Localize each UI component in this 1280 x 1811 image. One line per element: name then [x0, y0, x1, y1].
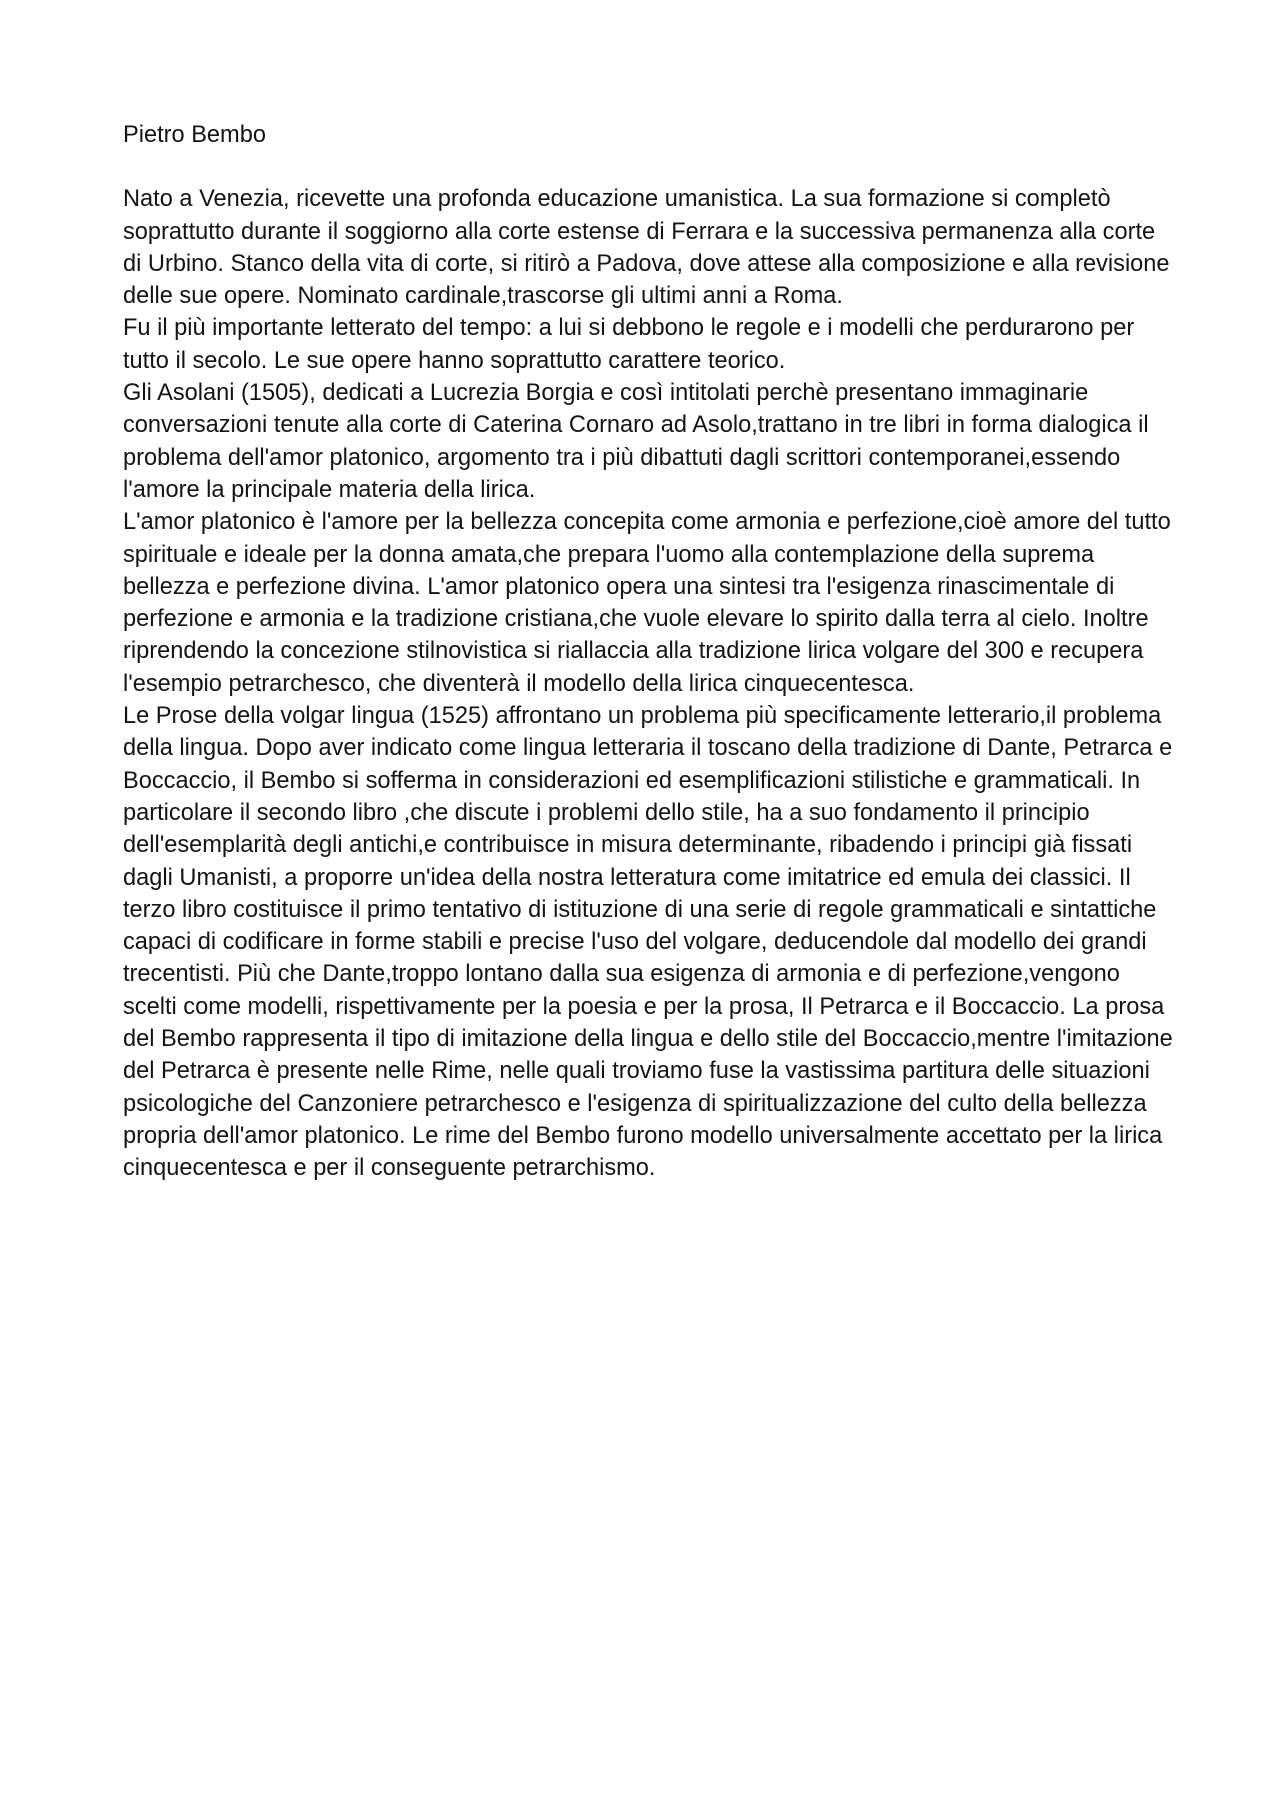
paragraph-amor-platonico: L'amor platonico è l'amore per la bellezza concepita come armonia e perfezione,cioè amore del tutto spirituale e ideale per la donna amata,che prepara l'uomo alla contemplazione della suprema bellezza e perfezione divina. L'amor platonico opera una sintesi tra l'esigenza rinascimentale di perfezione e armonia e la tradizione cristiana,che vuole elevare lo spirito dalla terra al cielo. Inoltre riprendendo la concezione stilnovistica si riallaccia alla tradizione lirica volgare del 300 e recupera l'esempio petrarchesco, che diventerà il modello della lirica cinquecentesca.: [123, 509, 1171, 697]
title-spacer: [123, 151, 1173, 183]
paragraph-asolani: Gli Asolani (1505), dedicati a Lucrezia Borgia e così intitolati perchè presentano immaginarie conversazioni tenute alla corte di Caterina Cornaro ad Asolo,trattano in tre libri in forma dialogica il problema dell'amor platonico, argomento tra i più dibattuti dagli scrittori contemporanei,essendo l'amore la principale materia della lirica.: [123, 380, 1149, 503]
paragraph-prose-volgar-lingua: Le Prose della volgar lingua (1525) affrontano un problema più specificamente letterario,il problema della lingua. Dopo aver indicato come lingua letteraria il toscano della tradizione di Dante, Petrarca e Boccaccio, il Bembo si sofferma in considerazioni ed esemplificazioni stilistiche e grammaticali. In particolare il secondo libro ,che discute i problemi dello stile, ha a suo fondamento il principio dell'esemplarità degli antichi,e contribuisce in misura determinante, ribadendo i principi già fissati dagli Umanisti, a proporre un'idea della nostra letteratura come imitatrice ed emula dei classici. Il terzo libro costituisce il primo tentativo di istituzione di una serie di regole grammaticali e sintattiche capaci di codificare in forme stabili e precise l'uso del volgare, deducendole dal modello dei grandi trecentisti. Più che Dante,troppo lontano dalla sua esigenza di armonia e di perfezione,vengono scelti come modelli, rispettivamente per la poesia e per la prosa, Il Petrarca e il Boccaccio. La prosa del Bembo rappresenta il tipo di imitazione della lingua e dello stile del Boccaccio,mentre l'imitazione del Petrarca è presente nelle Rime, nelle quali troviamo fuse la vastissima partitura delle situazioni psicologiche del Canzoniere petrarchesco e l'esigenza di spiritualizzazione del culto della bellezza propria dell'amor platonico. Le rime del Bembo furono modello universalmente accettato per la lirica cinquecentesca e per il conseguente petrarchismo.: [123, 703, 1173, 1182]
document-title: Pietro Bembo: [123, 122, 266, 148]
document-body: [123, 119, 1173, 1185]
paragraph-importance: Fu il più importante letterato del tempo: a lui si debbono le regole e i modelli che perdurarono per tutto il secolo. Le sue opere hanno soprattutto carattere teorico.: [123, 315, 1135, 374]
paragraph-biography: Nato a Venezia, ricevette una profonda educazione umanistica. La sua formazione si completò soprattutto durante il soggiorno alla corte estense di Ferrara e la successiva permanenza alla corte di Urbino. Stanco della vita di corte, si ritirò a Padova, dove attese alla composizione e alla revisione delle sue opere. Nominato cardinale,trascorse gli ultimi anni a Roma.: [123, 186, 1170, 310]
